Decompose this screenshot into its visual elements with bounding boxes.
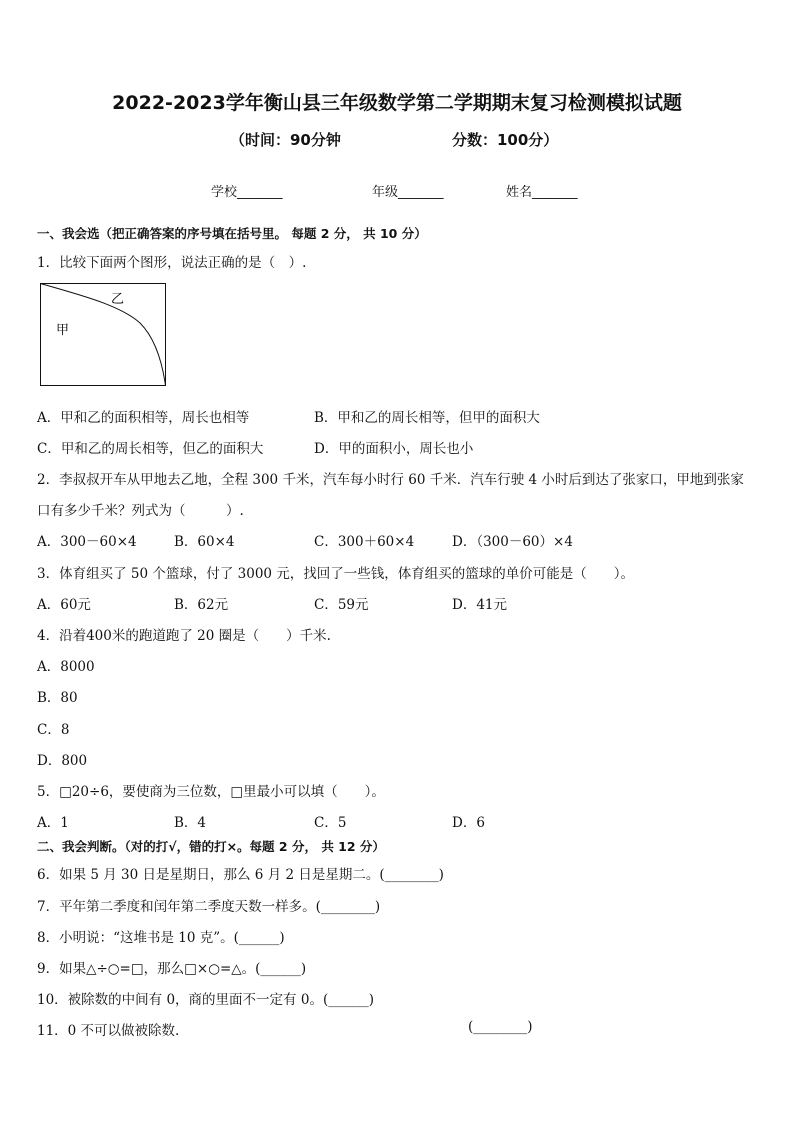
question-2-line-1: 2．李叔叔开车从甲地去乙地，全程 300 千米，汽车每小时行 60 千米．汽车行驶 4 小时后到达了张家口，甲地到张家 — [37, 472, 744, 488]
q3-option-d: D．41元 — [452, 597, 508, 613]
q3-option-c: C．59元 — [314, 597, 369, 613]
question-1: 1．比较下面两个图形，说法正确的是（ ）. — [37, 255, 307, 271]
section-2-heading: 二、我会判断。（对的打√，错的打×。每题 2 分， 共 12 分） — [37, 839, 385, 854]
q2-option-d: D．（300－60）×4 — [452, 534, 573, 550]
question-2-line-2: 口有多少千米？列式为（ ）. — [37, 503, 244, 519]
exam-score: 分数：100分） — [452, 131, 559, 149]
question-6: 6．如果 5 月 30 日是星期日，那么 6 月 2 日是星期二。(________) — [37, 867, 444, 883]
q4-option-d: D．800 — [37, 753, 88, 769]
question-10: 10．被除数的中间有 0，商的里面不一定有 0。(______) — [37, 992, 374, 1008]
school-field: 学校_______ — [211, 185, 283, 200]
q3-option-b: B．62元 — [174, 597, 229, 613]
q2-option-a: A．300－60×4 — [37, 534, 137, 550]
grade-field: 年级_______ — [372, 185, 444, 200]
q3-option-a: A．60元 — [37, 597, 91, 613]
q5-option-b: B．4 — [174, 815, 207, 831]
q1-option-d: D．甲的面积小，周长也小 — [314, 441, 474, 457]
q1-option-c: C．甲和乙的周长相等，但乙的面积大 — [37, 441, 264, 457]
section-1-heading: 一、我会选（把正确答案的序号填在括号里。 每题 2 分， 共 10 分） — [37, 226, 427, 241]
page-title: 2022-2023学年衡山县三年级数学第二学期期末复习检测模拟试题 — [112, 92, 682, 114]
question-11-blank: (________) — [468, 1019, 533, 1035]
q1-figure — [40, 283, 166, 386]
question-11: 11．0 不可以做被除数. — [37, 1023, 180, 1039]
q4-option-b: B．80 — [37, 690, 78, 706]
name-field: 姓名_______ — [506, 185, 578, 200]
q5-option-c: C．5 — [314, 815, 347, 831]
q5-option-a: A．1 — [37, 815, 69, 831]
q1-option-b: B．甲和乙的周长相等，但甲的面积大 — [314, 410, 540, 426]
exam-time: （时间：90分钟 — [230, 131, 341, 149]
question-3: 3．体育组买了 50 个篮球，付了 3000 元，找回了一些钱，体育组买的篮球的单价可能是（ ）。 — [37, 566, 635, 582]
q2-option-b: B．60×4 — [174, 534, 235, 550]
label-yi: 乙 — [111, 292, 125, 307]
q5-option-d: D．6 — [452, 815, 485, 831]
label-jia: 甲 — [56, 323, 70, 338]
question-4: 4．沿着400米的跑道跑了 20 圈是（ ）千米. — [37, 628, 331, 644]
q4-option-c: C．8 — [37, 722, 70, 738]
q4-option-a: A．8000 — [37, 659, 95, 675]
question-7: 7．平年第二季度和闰年第二季度天数一样多。(________) — [37, 899, 381, 915]
question-9: 9．如果△÷○=□，那么□×○=△。(______) — [37, 961, 307, 977]
q1-option-a: A．甲和乙的面积相等，周长也相等 — [37, 410, 250, 426]
q2-option-c: C．300＋60×4 — [314, 534, 415, 550]
question-8: 8．小明说：“这堆书是 10 克”。(______) — [37, 930, 285, 946]
question-5: 5．□20÷6，要使商为三位数，□里最小可以填（ ）。 — [37, 784, 385, 800]
